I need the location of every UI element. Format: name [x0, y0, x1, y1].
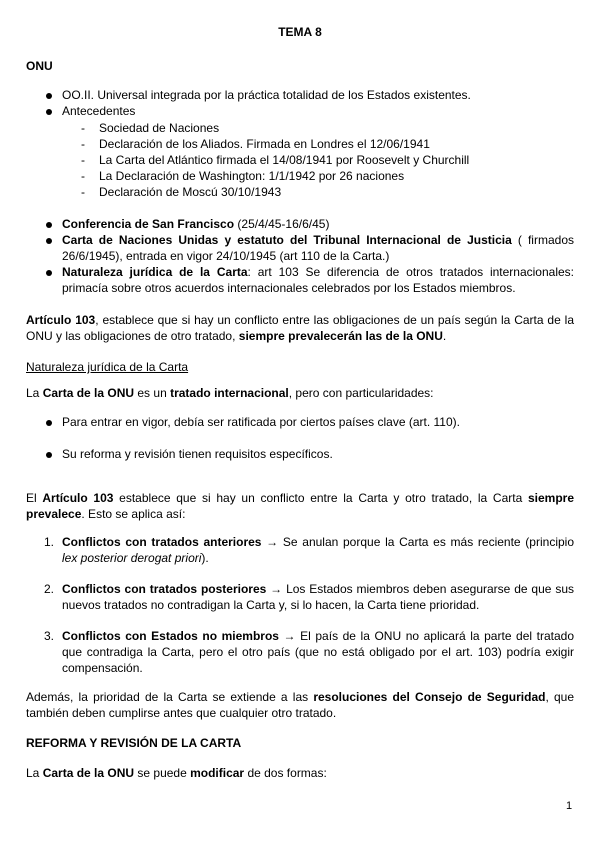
bullet-item-conferencia	[62, 217, 329, 231]
bullet-item-carta-line2: 26/6/1945), entrada en vigor 24/10/1945 (art 110 de la Carta.)	[62, 249, 390, 263]
paragraph-art103-line2	[26, 329, 446, 343]
text: .	[442, 329, 447, 343]
bullet-item-vigor: Para entrar en vigor, debía ser ratificada por ciertos países clave (art. 110).	[62, 415, 460, 429]
bold-text: Conferencia de San Francisco	[62, 217, 235, 231]
arrow-icon: →	[266, 582, 287, 596]
subheading-naturaleza: Naturaleza jurídica de la Carta	[26, 360, 189, 374]
text: Se anulan porque la Carta es más reciente (principio	[282, 535, 574, 549]
bold-text: tratado internacional	[170, 386, 289, 400]
paragraph-prioridad-line2: también deben cumplirse antes que cualquier otro tratado.	[26, 706, 337, 720]
section-heading-onu: ONU	[26, 59, 53, 73]
bold-text: Carta de la ONU	[42, 766, 135, 780]
arrow-icon: →	[278, 629, 301, 643]
text: El país de la ONU no aplicará la parte del tratado	[300, 629, 575, 643]
paragraph-modificar	[26, 766, 327, 780]
bullet-marker	[46, 420, 52, 426]
dash-marker: -	[81, 185, 85, 199]
text: El	[26, 491, 43, 505]
list-number: 2.	[44, 582, 55, 596]
text: : art 103 Se diferencia de otros tratados internacionales:	[247, 265, 574, 279]
bullet-marker	[46, 238, 52, 244]
page-number: 1	[566, 800, 573, 812]
text: La	[26, 766, 43, 780]
bold-text: Carta de la ONU	[42, 386, 135, 400]
text: de dos formas:	[244, 766, 327, 780]
text: Los Estados miembros deben asegurarse de que sus	[286, 582, 574, 596]
bold-text: modificar	[190, 766, 245, 780]
text: . Esto se aplica así:	[81, 507, 186, 521]
bold-text: Artículo 103	[42, 491, 114, 505]
numbered-item-1-line1	[62, 535, 574, 549]
numbered-item-3-line2: que contradiga la Carta, pero el otro país (que no está obligado por el art. 103) podría exigir	[62, 645, 574, 659]
bullet-marker	[46, 222, 52, 228]
text: (25/4/45-16/6/45)	[234, 217, 330, 231]
dash-marker: -	[81, 137, 85, 151]
text: , pero con particularidades:	[288, 386, 434, 400]
bold-text: prevalece	[26, 507, 82, 521]
antecedente-item: Sociedad de Naciones	[99, 121, 220, 135]
text: es un	[134, 386, 171, 400]
italic-text: lex posterior derogat priori	[62, 551, 202, 565]
dash-marker: -	[81, 169, 85, 183]
bold-text: Conflictos con tratados anteriores	[62, 535, 262, 549]
bold-text: resoluciones del Consejo de Seguridad	[313, 690, 546, 704]
bullet-item-universal: OO.II. Universal integrada por la práctica totalidad de los Estados existentes.	[62, 88, 471, 102]
text: ).	[201, 551, 209, 565]
antecedente-item: Declaración de Moscú 30/10/1943	[99, 185, 282, 199]
section-heading-reforma: REFORMA Y REVISIÓN DE LA CARTA	[26, 736, 242, 750]
bold-text: Conflictos con tratados posteriores	[62, 582, 267, 596]
dash-marker: -	[81, 153, 85, 167]
bold-text: Artículo 103	[26, 313, 96, 327]
numbered-item-3-line3: compensación.	[62, 661, 143, 675]
bullet-marker	[46, 452, 52, 458]
bold-text: Conflictos con Estados no miembros	[62, 629, 279, 643]
bullet-item-naturaleza-line1	[62, 265, 574, 279]
page-title: TEMA 8	[278, 25, 322, 39]
arrow-icon: →	[261, 535, 283, 549]
bullet-item-carta-line1	[62, 233, 574, 247]
numbered-item-3-line1	[62, 629, 574, 643]
text: , establece que si hay un conflicto entre las obligaciones de un país según la Carta de la	[95, 313, 574, 327]
paragraph-el-art103-line1	[26, 491, 574, 505]
antecedente-item: Declaración de los Aliados. Firmada en Londres el 12/06/1941	[99, 137, 430, 151]
text: establece que si hay un conflicto entre la Carta y otro tratado, la Carta	[113, 491, 528, 505]
bullet-marker	[46, 270, 52, 276]
dash-marker: -	[81, 121, 85, 135]
text: ONU y las obligaciones de otro tratado,	[26, 329, 239, 343]
antecedente-item: La Carta del Atlántico firmada el 14/08/1941 por Roosevelt y Churchill	[99, 153, 470, 167]
list-number: 3.	[44, 629, 55, 643]
antecedente-item: La Declaración de Washington: 1/1/1942 por 26 naciones	[99, 169, 405, 183]
text: La	[26, 386, 43, 400]
paragraph-carta-tratado	[26, 386, 434, 400]
list-number: 1.	[44, 535, 55, 549]
bullet-item-naturaleza-line2: primacía sobre otros acuerdos internacionales celebrados por los Estados miembros.	[62, 281, 516, 295]
text: , que	[545, 690, 574, 704]
bold-text: siempre	[527, 491, 574, 505]
bullet-item-reforma: Su reforma y revisión tienen requisitos específicos.	[62, 447, 333, 461]
bold-text: Carta de Naciones Unidas y estatuto del Tribunal Internacional de Justicia	[62, 233, 512, 247]
paragraph-el-art103-line2	[26, 507, 185, 521]
paragraph-art103-line1	[26, 313, 574, 327]
text: Además, la prioridad de la Carta se extiende a las	[26, 690, 314, 704]
text: ( firmados	[511, 233, 574, 247]
numbered-item-2-line2: nuevos tratados no contradigan la Carta y, si lo hacen, la Carta tiene prioridad.	[62, 598, 480, 612]
paragraph-prioridad-line1	[26, 690, 574, 704]
bullet-item-antecedentes: Antecedentes	[62, 104, 136, 118]
text: se puede	[134, 766, 191, 780]
bold-text: Naturaleza jurídica de la Carta	[62, 265, 248, 279]
bullet-marker	[46, 93, 52, 99]
bullet-marker	[46, 109, 52, 115]
bold-text: siempre prevalecerán las de la ONU	[238, 329, 443, 343]
numbered-item-1-line2	[62, 551, 209, 565]
numbered-item-2-line1	[62, 582, 574, 596]
